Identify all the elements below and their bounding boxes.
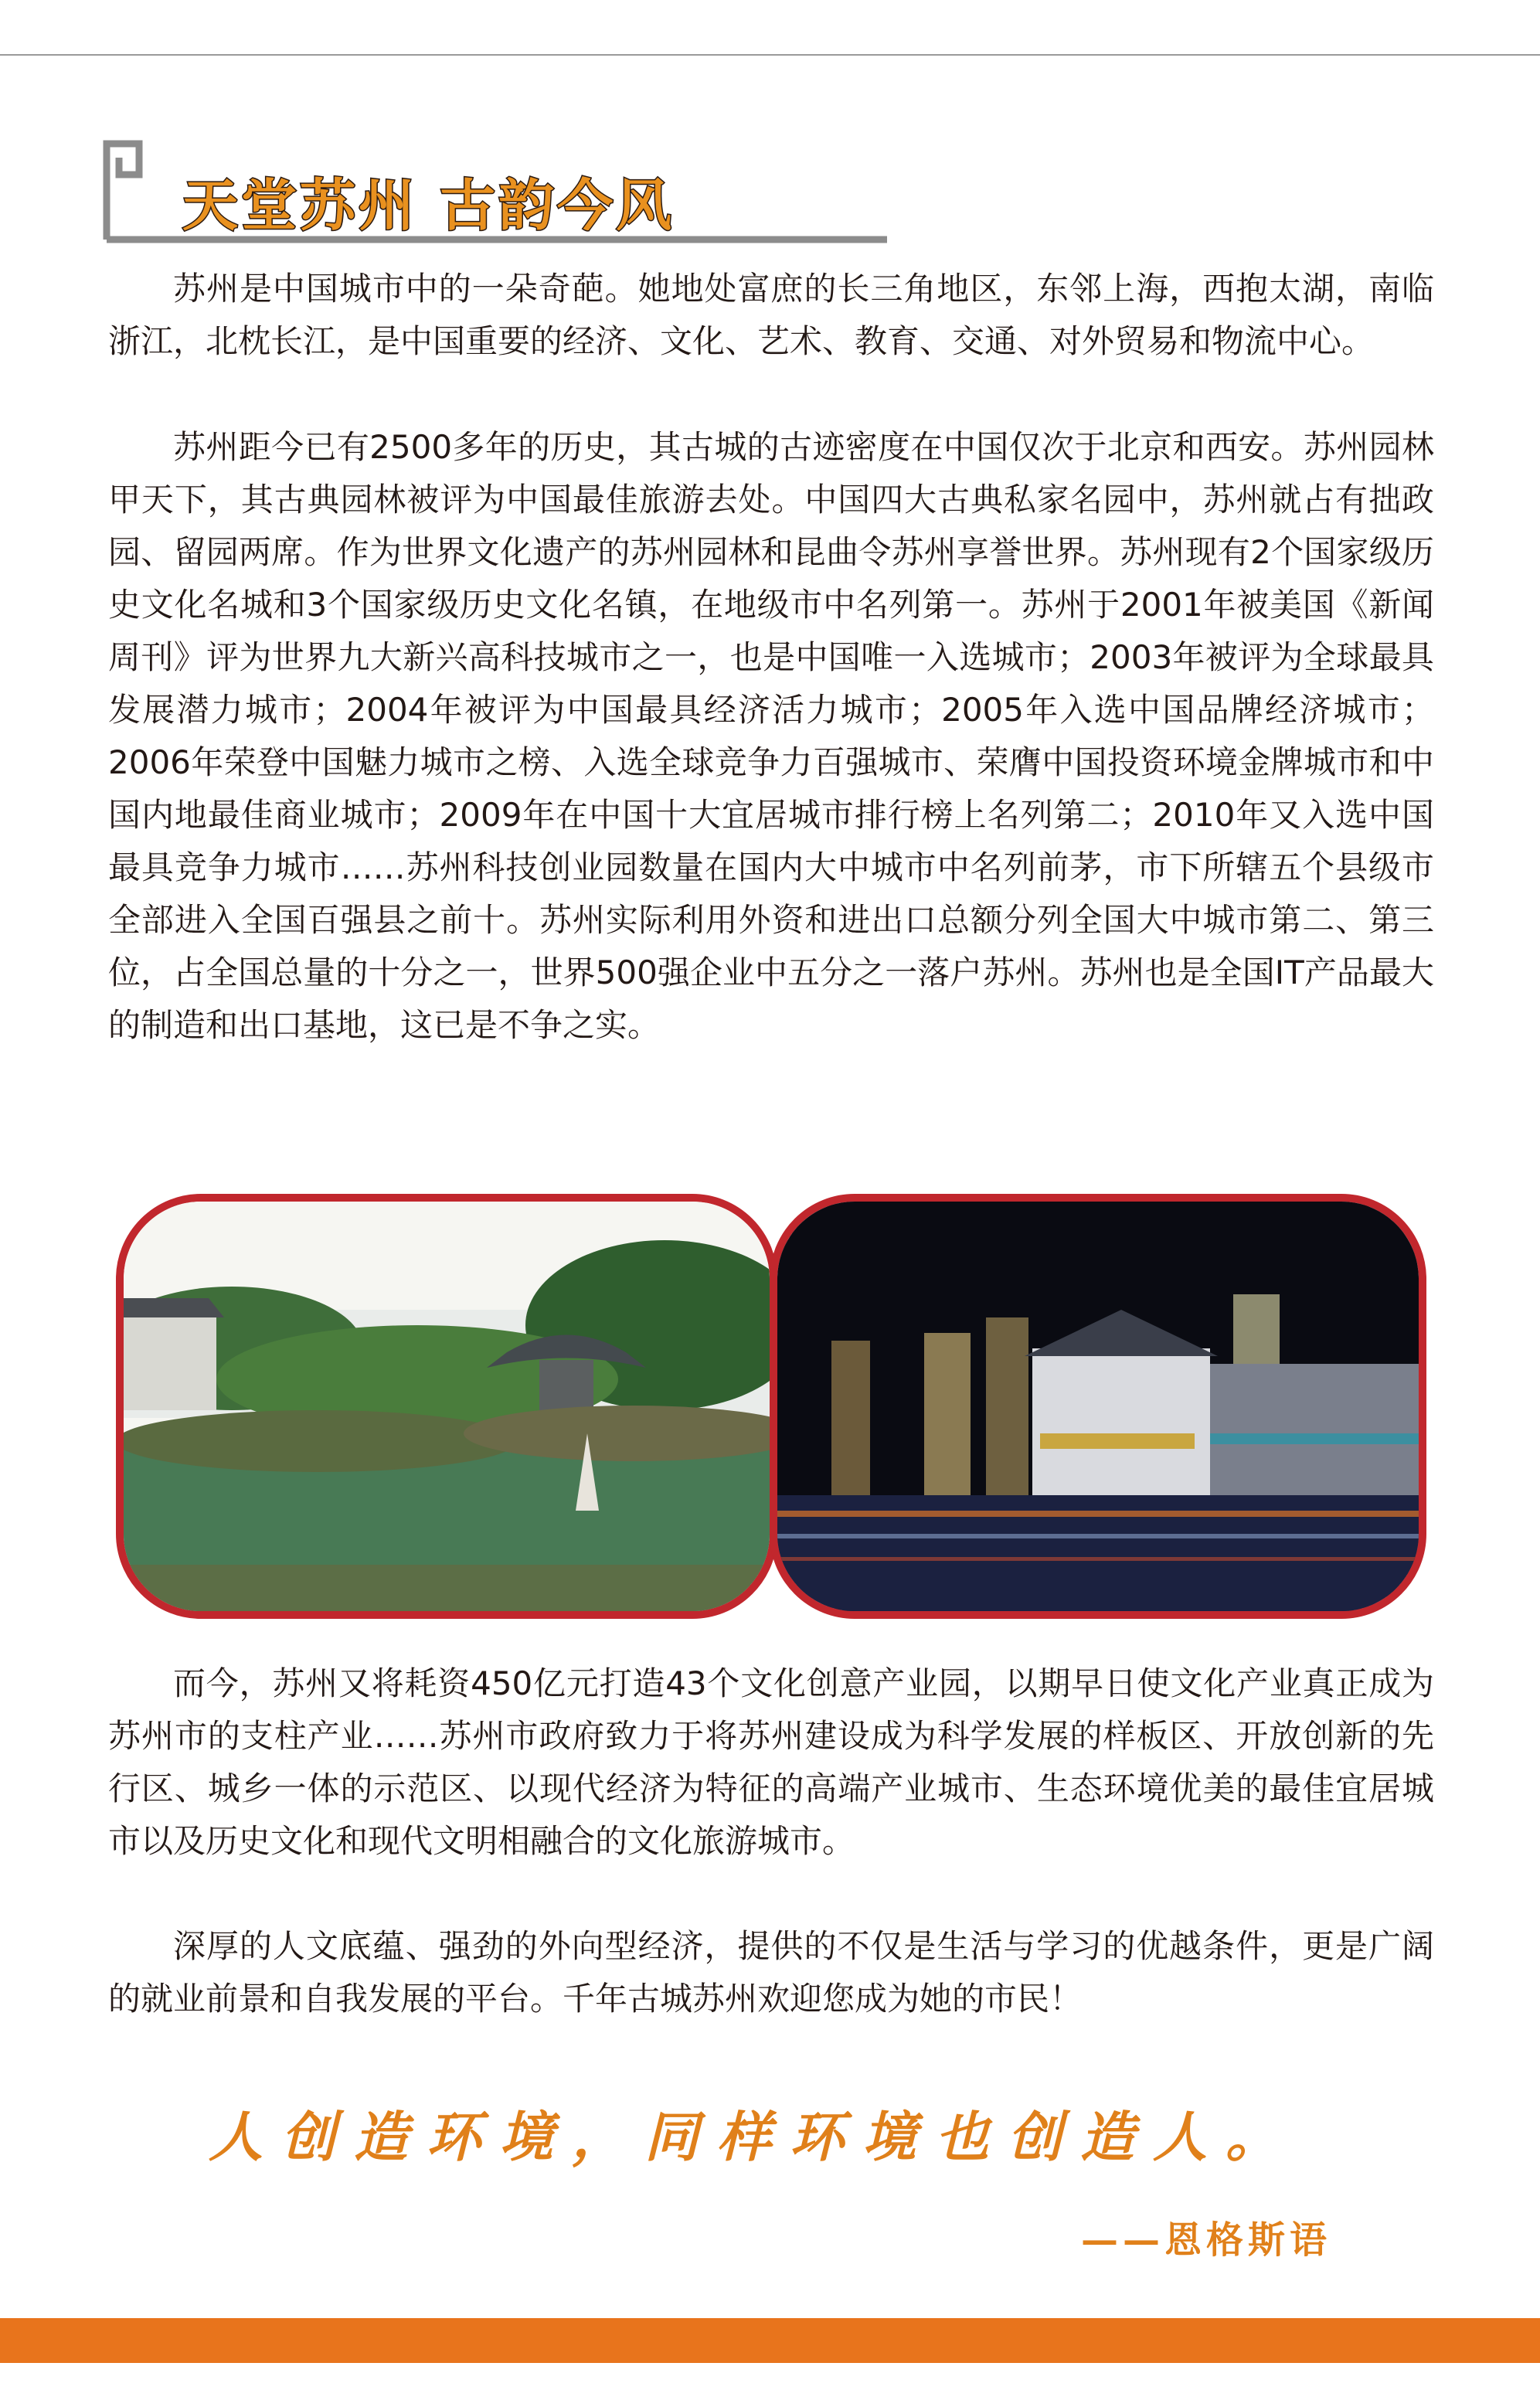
section-header: [83, 130, 887, 246]
paragraph-history: 苏州距今已有2500多年的历史，其古城的古迹密度在中国仅次于北京和西安。苏州园林甲天下，其古典园林被评为中国最佳旅游去处。中国四大古典私家名园中，苏州就占有拙政园、留园两席。作为世界文化遗产的苏州园林和昆曲令苏州享誉世界。苏州现有2个国家级历史文化名城和3个国家级历史文化名镇，在地级市中名列第一。苏州于2001年被美国《新闻周刊》评为世界九大新兴高科技城市之一，也是中国唯一入选城市；2003年被评为全球最具发展潜力城市；2004年被评为中国最具经济活力城市；2005年入选中国品牌经济城市；2006年荣登中国魅力城市之榜、入选全球竞争力百强城市、荣膺中国投资环境金牌城市和中国内地最佳商业城市；2009年在中国十大宜居城市排行榜上名列第二；2010年又入选中国最具竞争力城市……苏州科技创业园数量在国内大中城市中名列前茅，市下所辖五个县级市全部进入全国百强县之前十。苏州实际利用外资和进出口总额分列全国大中城市第二、第三位，占全国总量的十分之一，世界500强企业中五分之一落户苏州。苏州也是全国IT产品最大的制造和出口基地，这已是不争之实。: [108, 428, 1434, 1044]
quote-author: ——恩格斯语: [1080, 2218, 1331, 2262]
paragraph-intro: 苏州是中国城市中的一朵奇葩。她地处富庶的长三角地区，东邻上海，西抱太湖，南临浙江，北枕长江，是中国重要的经济、文化、艺术、教育、交通、对外贸易和物流中心。: [108, 270, 1434, 360]
top-rule: [0, 54, 1540, 56]
garden-pavilion-photo: [116, 1194, 777, 1619]
paragraph-welcome: 深厚的人文底蕴、强劲的外向型经济，提供的不仅是生活与学习的优越条件，更是广阔的就业前景和自我发展的平台。千年古城苏州欢迎您成为她的市民！: [108, 1927, 1434, 2018]
bottom-bar: [0, 2318, 1540, 2363]
page-title: 天堂苏州 古韵今风: [182, 172, 675, 238]
photo-strip: [116, 1194, 1430, 1619]
quote-text: 人创造环境，同样环境也创造人。: [209, 2105, 1298, 2169]
paragraph-future: 而今，苏州又将耗资450亿元打造43个文化创意产业园，以期早日使文化产业真正成为苏州市的支柱产业……苏州市政府致力于将苏州建设成为科学发展的样板区、开放创新的先行区、城乡一体的示范区、以现代经济为特征的高端产业城市、生态环境优美的最佳宜居城市以及历史文化和现代文明相融合的文化旅游城市。: [108, 1664, 1434, 1860]
night-cityscape-photo: [770, 1194, 1426, 1619]
